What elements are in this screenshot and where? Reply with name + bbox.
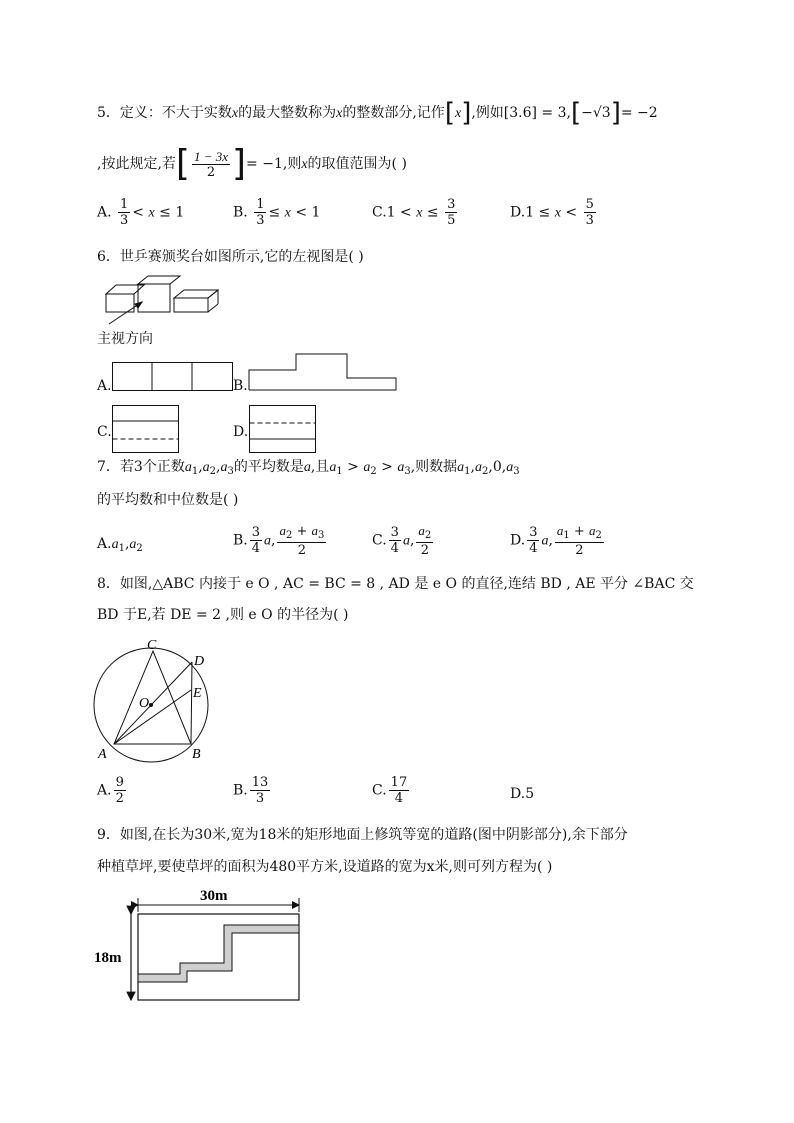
option-label: D. bbox=[510, 786, 526, 802]
option-text: 5 bbox=[525, 786, 535, 802]
bracket: [ bbox=[444, 98, 455, 128]
frac-den: 4 bbox=[394, 791, 404, 806]
circle-figure bbox=[88, 632, 228, 767]
q8-option-b bbox=[233, 776, 272, 805]
q7-text: ,则数据 bbox=[410, 459, 458, 475]
podium-figure bbox=[100, 275, 225, 325]
q5-line2 bbox=[97, 143, 407, 184]
q6-option-d-figure bbox=[248, 405, 318, 455]
frac bbox=[114, 776, 126, 805]
q5-option-a: A. $\frac{1}{3}$ < x ≤ 1 bbox=[97, 197, 185, 228]
bracket: [ bbox=[175, 143, 190, 184]
frac bbox=[445, 198, 457, 227]
q7-option-c: C. $\frac{3}{4}$ a, $\frac{a_2}{2}$ bbox=[372, 523, 432, 558]
q5-text: 5．定义：不大于实数 bbox=[97, 105, 232, 121]
option-label: C. bbox=[372, 782, 387, 799]
frac bbox=[118, 198, 130, 227]
q9-line2: 种植草坪,要使草坪的面积为480平方米,设道路的宽为x米,则可列方程为( ) bbox=[97, 859, 553, 875]
frac-num: 17 bbox=[390, 775, 408, 790]
q7-text: 的平均数是 bbox=[233, 459, 304, 475]
q5-text: ,例如 bbox=[471, 105, 504, 121]
frac-num: 1 bbox=[256, 197, 265, 212]
frac-den: 3 bbox=[256, 213, 265, 228]
q6-option-b-figure bbox=[247, 352, 399, 392]
q6-option-a-figure bbox=[112, 362, 234, 392]
bracket: ] bbox=[232, 143, 247, 184]
q6-caption: 主视方向 bbox=[97, 331, 153, 347]
frac-num: 5 bbox=[585, 197, 594, 212]
option-label: D. bbox=[510, 204, 526, 221]
frac: $\frac{3}{4}$ bbox=[529, 525, 538, 556]
option-label: A. bbox=[97, 782, 112, 799]
frac-den: 3 bbox=[255, 791, 265, 806]
option-label: B. bbox=[233, 782, 248, 799]
var-x: x bbox=[336, 106, 343, 121]
frac bbox=[250, 776, 271, 805]
option-label: A. bbox=[97, 536, 112, 552]
frac: $\frac{3}{4}$ bbox=[390, 525, 399, 556]
q8-option-d bbox=[510, 786, 534, 802]
q5-text: 的整数部分,记作 bbox=[342, 105, 445, 121]
point-A: A bbox=[98, 747, 107, 762]
height-label: 18m bbox=[94, 950, 122, 966]
frac-num: 3 bbox=[447, 197, 456, 212]
frac: $\frac{a_2}{2}$ bbox=[418, 523, 432, 558]
frac-den: 2 bbox=[206, 164, 216, 180]
q8-option-c bbox=[372, 776, 411, 805]
option-label: D. bbox=[510, 532, 526, 549]
point-B: B bbox=[192, 747, 201, 762]
q5-text: 的取值范围为( ) bbox=[307, 156, 407, 172]
bracket: [ bbox=[570, 98, 582, 128]
q7-line1: 7．若3个正数$a_1,a_2,a_3$的平均数是a,且$a_1 > a_2 > a_3$,则数据$a_1,a_2,0,a_3$ bbox=[97, 459, 520, 477]
q8-line2: BD 于E,若 DE = 2 ,则 e O 的半径为( ) bbox=[97, 607, 349, 623]
frac bbox=[254, 198, 266, 227]
center-dot bbox=[149, 703, 153, 707]
option-label: C. bbox=[372, 204, 387, 221]
q5-option-d: D.1 ≤ x < $\frac{5}{3}$ bbox=[510, 197, 594, 228]
option-label: C. bbox=[372, 532, 387, 549]
q7-option-a: $A.a_1,a_2$ bbox=[97, 536, 143, 554]
q5-option-c: C.1 < x ≤ $\frac{3}{5}$ bbox=[372, 197, 456, 228]
q8-option-a bbox=[97, 776, 128, 805]
q9-line1: 9．如图,在长为30米,宽为18米的矩形地面上修筑等宽的道路(图中阴影部分),余下部分 bbox=[97, 827, 628, 843]
q5-example-2-tail: = −2 bbox=[620, 105, 658, 121]
q7-option-d: D. $\frac{3}{4}$ a, $\frac{a_1 + a_2}{2}$ bbox=[510, 523, 602, 558]
q5-text: 的最大整数称为 bbox=[238, 105, 337, 121]
frac-num: 13 bbox=[251, 775, 269, 790]
q7-text: ,且 bbox=[310, 459, 330, 475]
frac: $\frac{3}{4}$ bbox=[251, 525, 261, 556]
road-figure bbox=[94, 884, 309, 1006]
frac: $\frac{a_1 + a_2}{2}$ bbox=[556, 523, 602, 558]
frac bbox=[584, 198, 596, 227]
option-label: B. bbox=[233, 204, 248, 221]
point-O: O bbox=[139, 696, 150, 711]
width-label: 30m bbox=[200, 888, 228, 904]
frac-num: 9 bbox=[115, 775, 124, 790]
var-x: x bbox=[231, 106, 239, 121]
var-x: x bbox=[454, 106, 462, 121]
q7-text: 7．若3个正数 bbox=[97, 459, 185, 475]
q5-text: = −1,则 bbox=[246, 156, 302, 172]
frac-den: 2 bbox=[115, 791, 124, 806]
frac-num: 1 − 3x bbox=[193, 148, 228, 164]
q5-example-2: −√3 bbox=[581, 105, 611, 121]
q5-text: ,按此规定,若 bbox=[97, 156, 176, 172]
option-label: B. bbox=[233, 532, 248, 549]
point-D: D bbox=[194, 654, 205, 669]
q5-line1 bbox=[97, 100, 658, 126]
frac-den: 3 bbox=[585, 213, 594, 228]
point-E: E bbox=[193, 686, 202, 701]
frac-den: 5 bbox=[447, 213, 456, 228]
q6-option-d-label: D. bbox=[233, 424, 249, 440]
q5-example-1: [3.6] = 3, bbox=[503, 105, 571, 121]
q6-option-c-figure bbox=[111, 405, 181, 455]
q7-option-b: B. $\frac{3}{4}$ a, $\frac{a_2 + a_3}{2}$ bbox=[233, 523, 325, 558]
q6-option-c-label: C. bbox=[97, 424, 112, 440]
frac: $\frac{a_2 + a_3}{2}$ bbox=[279, 523, 325, 558]
point-C: C bbox=[147, 638, 157, 653]
q7-line2: 的平均数和中位数是( ) bbox=[97, 492, 239, 508]
frac-den: 3 bbox=[120, 213, 129, 228]
frac-num: 1 bbox=[120, 197, 129, 212]
q6-option-a-label: A. bbox=[97, 378, 112, 394]
q5-fraction bbox=[192, 150, 230, 179]
var-x: x bbox=[301, 157, 308, 172]
q6-stem: 6．世乒赛颁奖台如图所示,它的左视图是( ) bbox=[97, 249, 364, 265]
option-label: A. bbox=[97, 204, 112, 221]
q6-option-b-label: B. bbox=[233, 378, 248, 394]
q8-line1: 8．如图,△ABC 内接于 e O , AC = BC = 8 , AD 是 e O 的直径,连结 BD , AE 平分 ∠BAC 交 bbox=[97, 576, 694, 592]
q5-option-b: B. $\frac{1}{3}$ ≤ x < 1 bbox=[233, 197, 321, 228]
bracket: ] bbox=[461, 98, 472, 128]
bracket: ] bbox=[610, 98, 621, 128]
frac bbox=[389, 776, 410, 805]
